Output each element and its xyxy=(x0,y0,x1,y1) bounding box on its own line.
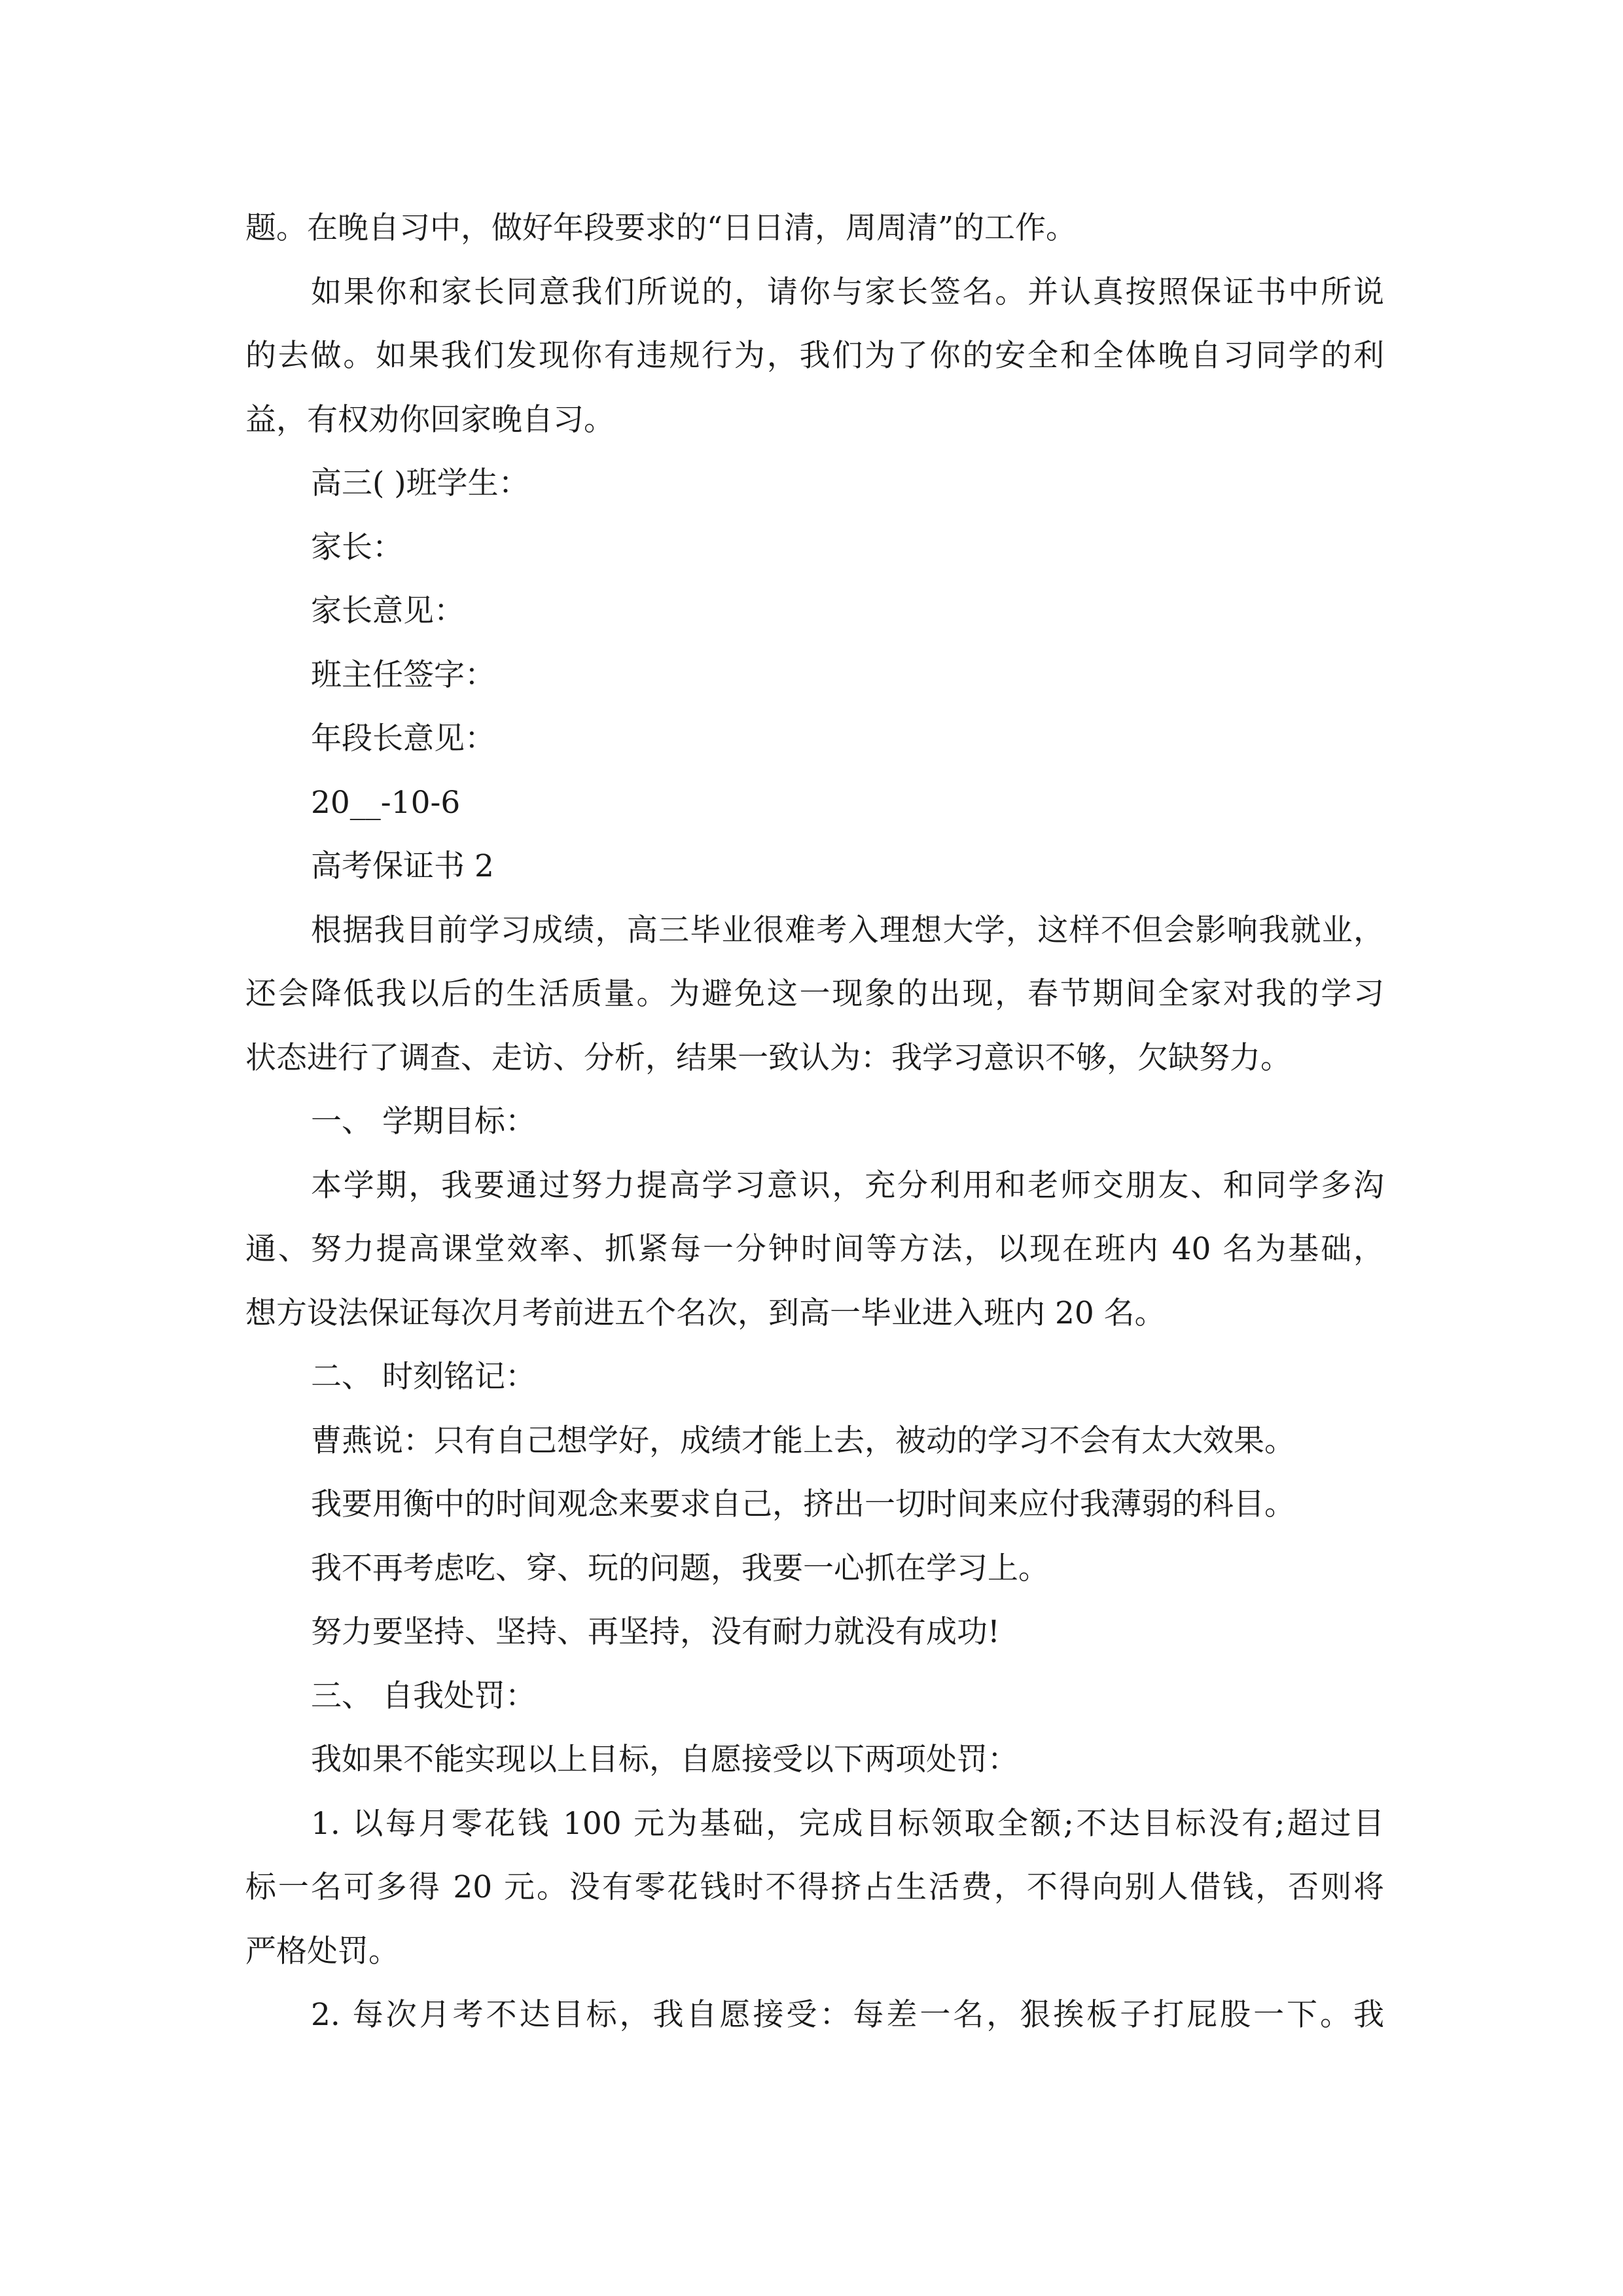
text-line: 高三( )班学生： xyxy=(311,465,529,501)
text-line: 我如果不能实现以上目标，自愿接受以下两项处罚： xyxy=(311,1742,1018,1778)
text-line: 根据我目前学习成绩，高三毕业很难考入理想大学，这样不但会影响我就业， xyxy=(311,912,1384,948)
text-line: 班主任签字： xyxy=(311,656,495,693)
section-heading: 高考保证书 2 xyxy=(311,848,494,884)
text-line: 的去做。如果我们发现你有违规行为，我们为了你的安全和全体晚自习同学的利 xyxy=(245,338,1384,374)
section-heading: 一、 学期目标： xyxy=(311,1103,536,1139)
text-line: 标一名可多得 20 元。没有零花钱时不得挤占生活费，不得向别人借钱，否则将 xyxy=(245,1869,1384,1905)
text-line: 努力要坚持、坚持、再坚持，没有耐力就没有成功! xyxy=(311,1614,1000,1650)
text-line: 2. 每次月考不达目标，我自愿接受：每差一名，狠挨板子打屁股一下。我 xyxy=(311,1997,1384,2033)
text-line: 状态进行了调查、走访、分析，结果一致认为：我学习意识不够，欠缺努力。 xyxy=(245,1039,1291,1076)
text-line: 想方设法保证每次月考前进五个名次，到高一毕业进入班内 20 名。 xyxy=(245,1295,1166,1331)
text-line: 本学期，我要通过努力提高学习意识，充分利用和老师交朋友、和同学多沟 xyxy=(311,1167,1384,1204)
text-line: 还会降低我以后的生活质量。为避免这一现象的出现，春节期间全家对我的学习 xyxy=(245,976,1384,1012)
text-line: 严格处罚。 xyxy=(245,1933,399,1969)
section-heading: 三、 自我处罚： xyxy=(311,1677,536,1714)
text-line: 家长： xyxy=(311,529,403,565)
document-body xyxy=(245,196,1384,2047)
text-line: 益，有权劝你回家晚自习。 xyxy=(245,401,615,438)
text-line: 曹燕说：只有自己想学好，成绩才能上去，被动的学习不会有太大效果。 xyxy=(311,1422,1295,1459)
text-line: 20__-10-6 xyxy=(311,784,461,821)
text-line: 年段长意见： xyxy=(311,721,495,757)
text-line: 题。在晚自习中，做好年段要求的“日日清，周周清”的工作。 xyxy=(245,210,1077,246)
text-line: 家长意见： xyxy=(311,593,465,629)
text-line: 我不再考虑吃、穿、玩的问题，我要一心抓在学习上。 xyxy=(311,1550,1049,1587)
section-heading: 二、 时刻铭记： xyxy=(311,1359,536,1395)
text-line: 通、努力提高课堂效率、抓紧每一分钟时间等方法，以现在班内 40 名为基础， xyxy=(245,1231,1384,1267)
text-line: 我要用衡中的时间观念来要求自己，挤出一切时间来应付我薄弱的科目。 xyxy=(311,1486,1295,1522)
text-line: 如果你和家长同意我们所说的，请你与家长签名。并认真按照保证书中所说 xyxy=(311,274,1384,310)
text-line: 1. 以每月零花钱 100 元为基础，完成目标领取全额;不达目标没有;超过目 xyxy=(311,1805,1384,1842)
